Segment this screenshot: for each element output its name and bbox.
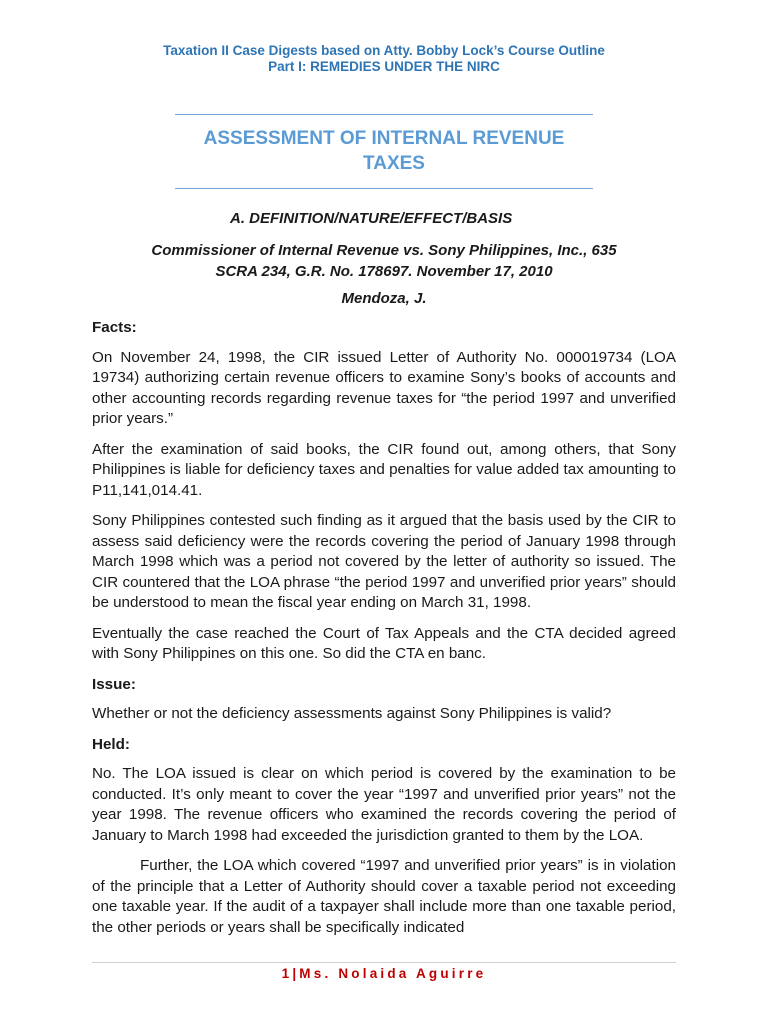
document-title [175,126,593,176]
running-header [0,43,768,75]
facts-paragraph-1: On November 24, 1998, the CIR issued Letter of Authority No. 000019734 (LOA 19734) authorizing certain revenue officers to examine Sony’s books of accounts and other accounting records regarding revenue taxes for “the period 1997 and unverified prior years.” [92,348,676,427]
case-title [92,240,676,282]
case-title-line-2: SCRA 234, G.R. No. 178697. November 17, 2010 [215,263,553,280]
facts-paragraph-2: After the examination of said books, the CIR found out, among others, that Sony Philippines is liable for deficiency taxes and penalties for value added tax amounting to P11,141,014.41. [92,440,676,499]
footer-rule [92,962,676,963]
title-line-1: ASSESSMENT OF INTERNAL REVENUE [203,128,565,149]
facts-paragraph-3: Sony Philippines contested such finding as it argued that the basis used by the CIR to assess said deficiency were the records covering the period of January 1998 through March 1998 which was a period not covered by the letter of authority so issued. The CIR countered that the LOA phrase “the period 1997 and unverified prior years” should be understood to mean the fiscal year ending on March 31, 1998. [92,512,676,611]
title-bottom-rule [175,188,593,189]
held-paragraph-2: Further, the LOA which covered “1997 and unverified prior years” is in violation of the principle that a Letter of Authority should cover a taxable period not exceeding one taxable year. If the audit of a taxpayer shall include more than one taxable period, the other periods or years shall be specifically indicated [92,857,676,936]
held-heading: Held: [92,735,130,753]
issue-paragraph: Whether or not the deficiency assessments against Sony Philippines is valid? [92,705,612,722]
header-course-line: Taxation II Case Digests based on Atty. Bobby Lock’s Course Outline [163,43,605,58]
facts-paragraph-4: Eventually the case reached the Court of Tax Appeals and the CTA decided agreed with Sony Philippines on this one. So did the CTA en banc. [92,624,676,662]
page-footer: 1|Ms. Nolaida Aguirre [281,966,487,981]
title-top-rule [175,114,593,115]
case-title-line-1: Commissioner of Internal Revenue vs. Sony Philippines, Inc., 635 [151,242,617,259]
held-paragraph-1: No. The LOA issued is clear on which period is covered by the examination to be conducted. It’s only meant to cover the year “1997 and unverified prior years” not the year 1998. The revenue officers who examined the records covering the period of January to March 1998 had exceeded the jurisdiction granted to them by the LOA. [92,765,676,844]
title-line-2: TAXES [363,153,425,174]
digest-body [92,318,676,948]
facts-heading: Facts: [92,319,137,336]
issue-heading: Issue: [92,675,136,693]
header-part-line: Part I: REMEDIES UNDER THE NIRC [268,59,500,74]
section-heading: A. DEFINITION/NATURE/EFFECT/BASIS [230,210,513,227]
ponente: Mendoza, J. [341,290,427,307]
